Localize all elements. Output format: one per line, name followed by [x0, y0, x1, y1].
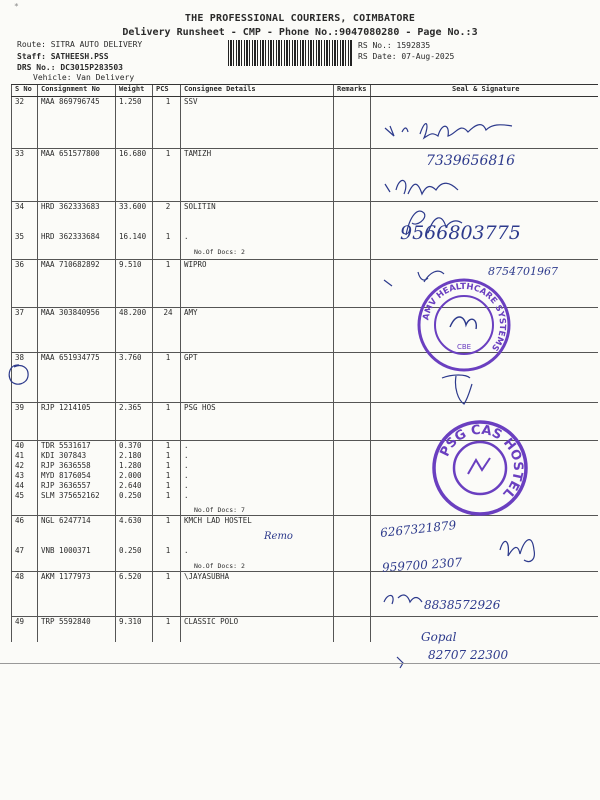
row-pcs: 1	[153, 97, 181, 149]
row-weight: 9.310	[116, 616, 153, 642]
phone-49: 82707 22300	[428, 648, 509, 662]
row-consignment-no: RJP 1214105	[38, 403, 116, 441]
docs-count: No.Of Docs: 7	[194, 506, 245, 514]
row-consignee: WIPRO	[181, 260, 334, 308]
vehicle-text: Vehicle: Van Delivery	[33, 73, 135, 82]
docs-count: No.Of Docs: 2	[194, 247, 245, 256]
row-remarks	[334, 546, 371, 572]
rs-date: RS Date: 07-Aug-2025	[358, 52, 455, 61]
row-consignee: .	[181, 481, 334, 491]
row-pcs: 1	[153, 471, 181, 481]
phone-46: 6267321879	[379, 518, 457, 540]
row-sno: 32	[12, 97, 38, 149]
row-consignee: TAMIZH	[181, 149, 334, 202]
col-signature: Seal & Signature	[371, 85, 598, 97]
rs-number: RS No.: 1592835	[358, 41, 431, 50]
signature-38	[438, 370, 478, 410]
row-weight: 0.250	[116, 546, 153, 572]
row-sno: 46	[12, 516, 38, 546]
row-sno: 41	[12, 451, 38, 461]
row-sno: 43	[12, 471, 38, 481]
row-consignment-no: VNB 1000371	[38, 546, 116, 572]
phone-33: 7339656816	[426, 153, 516, 169]
signature-33	[380, 172, 490, 202]
row-weight: 4.630	[116, 516, 153, 546]
phone-35: 9566803775	[400, 222, 521, 244]
phone-47: 959700 2307	[381, 555, 463, 575]
svg-text:AMV HEALTHCARE SYSTEMS: AMV HEALTHCARE SYSTEMS	[421, 281, 508, 353]
psg-hostel-stamp	[430, 418, 530, 518]
row-consignee: SSV	[181, 97, 334, 149]
row-pcs: 1	[153, 149, 181, 202]
table-row	[12, 616, 598, 642]
row-consignee: SOLITIN	[181, 202, 334, 232]
row-remarks	[334, 202, 371, 232]
row-weight: 1.280	[116, 461, 153, 471]
row-weight: 0.250	[116, 491, 153, 516]
row-consignment-no: HRD 362333684	[38, 232, 116, 260]
row-consignee	[181, 232, 334, 260]
row-sno: 49	[12, 616, 38, 642]
phone-36: 8754701967	[488, 265, 558, 278]
row-weight: 9.510	[116, 260, 153, 308]
drs-text: DRS No.: DC3015P283503	[17, 63, 123, 72]
row-remarks	[334, 461, 371, 471]
row-consignment-no: MYD 8176054	[38, 471, 116, 481]
route-text: Route: SITRA AUTO DELIVERY	[17, 40, 143, 49]
row-consignment-no: MAA 710682892	[38, 260, 116, 308]
row-weight: 16.140	[116, 232, 153, 260]
row-pcs: 1	[153, 260, 181, 308]
table-bottom-line	[0, 663, 600, 664]
row-weight: 2.365	[116, 403, 153, 441]
table-header	[12, 85, 598, 97]
row-consignment-no: MAA 303840956	[38, 308, 116, 353]
docs-count: No.Of Docs: 2	[194, 561, 245, 570]
row-consignment-no: MAA 869796745	[38, 97, 116, 149]
row-consignee: .	[181, 441, 334, 452]
row-remarks	[334, 232, 371, 260]
name-49: Gopal	[421, 630, 457, 644]
row-weight: 2.180	[116, 451, 153, 461]
row-remarks	[334, 353, 371, 403]
row-remarks	[334, 97, 371, 149]
row-consignee: .	[181, 471, 334, 481]
col-weight: Weight	[116, 85, 153, 97]
row-consignee: GPT	[181, 353, 334, 403]
row-consignee: .	[181, 461, 334, 471]
signature-32	[380, 108, 580, 148]
row-weight: 16.680	[116, 149, 153, 202]
consignee-text: .	[184, 231, 189, 241]
signature-47	[494, 528, 554, 568]
row-pcs: 24	[153, 308, 181, 353]
row-weight: 2.640	[116, 481, 153, 491]
table-row	[12, 571, 598, 616]
row-consignee: CLASSIC POLO	[181, 616, 334, 642]
row-consignment-no: SLM 375652162	[38, 491, 116, 516]
row-remarks	[334, 571, 371, 616]
row-sno: 44	[12, 481, 38, 491]
row-sno: 39	[12, 403, 38, 441]
col-sno: S No	[12, 85, 38, 97]
row-pcs: 1	[153, 403, 181, 441]
row-sno: 38	[12, 353, 38, 403]
company-title: THE PROFESSIONAL COURIERS, COIMBATORE	[184, 13, 416, 24]
row-consignee	[181, 491, 334, 516]
row-remarks	[334, 616, 371, 642]
tick-49	[394, 652, 414, 670]
consignee-text: .	[184, 545, 189, 555]
row-remarks	[334, 491, 371, 516]
row-consignee: PSG HOS	[181, 403, 334, 441]
row-sno: 40	[12, 441, 38, 452]
row-consignee: .	[181, 451, 334, 461]
row-consignment-no: AKM 1177973	[38, 571, 116, 616]
row-weight: 2.000	[116, 471, 153, 481]
row-pcs: 1	[153, 516, 181, 546]
row-pcs: 1	[153, 571, 181, 616]
page-mark: *	[14, 2, 19, 11]
row-remarks	[334, 308, 371, 353]
row-signature	[371, 616, 598, 642]
row-sno: 45	[12, 491, 38, 516]
consignee-text: .	[184, 491, 189, 500]
col-pcs: PCS	[153, 85, 181, 97]
row-sno: 35	[12, 232, 38, 260]
row-weight: 48.200	[116, 308, 153, 353]
svg-text:PSG CAS HOSTEL: PSG CAS HOSTEL	[437, 422, 526, 502]
row-remarks	[334, 481, 371, 491]
row-consignment-no: NGL 6247714	[38, 516, 116, 546]
row-sno: 37	[12, 308, 38, 353]
row-weight: 33.600	[116, 202, 153, 232]
row-weight: 1.250	[116, 97, 153, 149]
row-remarks	[334, 149, 371, 202]
healthcare-stamp	[416, 277, 512, 373]
row-sno: 36	[12, 260, 38, 308]
row-consignment-no: TDR 5531617	[38, 441, 116, 452]
row-weight: 3.760	[116, 353, 153, 403]
col-consignment: Consignment No	[38, 85, 116, 97]
row-remarks	[334, 260, 371, 308]
row-pcs: 1	[153, 451, 181, 461]
remark-46: Remo	[264, 531, 293, 542]
row-sno: 33	[12, 149, 38, 202]
col-consignee: Consignee Details	[181, 85, 334, 97]
row-weight: 6.520	[116, 571, 153, 616]
row-consignment-no: TRP 5592840	[38, 616, 116, 642]
row-sno: 47	[12, 546, 38, 572]
row-pcs: 1	[153, 481, 181, 491]
row-sno: 42	[12, 461, 38, 471]
row-remarks	[334, 441, 371, 452]
row-consignee: \JAYASUBHA	[181, 571, 334, 616]
row-consignee: KMCH LAD HOSTEL	[181, 516, 334, 546]
row-consignment-no: RJP 3636557	[38, 481, 116, 491]
row-consignee: AMY	[181, 308, 334, 353]
barcode	[228, 40, 352, 66]
row-consignee	[181, 546, 334, 572]
row-pcs: 1	[153, 441, 181, 452]
row-pcs: 1	[153, 353, 181, 403]
row-sno: 48	[12, 571, 38, 616]
row-consignment-no: HRD 362333683	[38, 202, 116, 232]
col-remarks: Remarks	[334, 85, 371, 97]
row-pcs: 2	[153, 202, 181, 232]
circle-mark	[6, 362, 32, 388]
svg-text:CBE: CBE	[456, 343, 472, 351]
runsheet-title: Delivery Runsheet - CMP - Phone No.:9047080280 - Page No.:3	[122, 27, 478, 38]
row-consignment-no: MAA 651577800	[38, 149, 116, 202]
row-remarks	[334, 451, 371, 461]
row-consignment-no: KDI 307843	[38, 451, 116, 461]
row-sno: 34	[12, 202, 38, 232]
row-consignment-no: RJP 3636558	[38, 461, 116, 471]
row-remarks	[334, 516, 371, 546]
row-remarks	[334, 471, 371, 481]
phone-48: 8838572926	[424, 598, 501, 612]
staff-text: Staff: SATHEESH.PSS	[17, 52, 109, 61]
row-consignment-no: MAA 651934775	[38, 353, 116, 403]
row-remarks	[334, 403, 371, 441]
row-pcs: 1	[153, 546, 181, 572]
row-pcs: 1	[153, 491, 181, 516]
row-pcs: 1	[153, 461, 181, 471]
row-pcs: 1	[153, 232, 181, 260]
row-pcs: 1	[153, 616, 181, 642]
row-weight: 0.370	[116, 441, 153, 452]
